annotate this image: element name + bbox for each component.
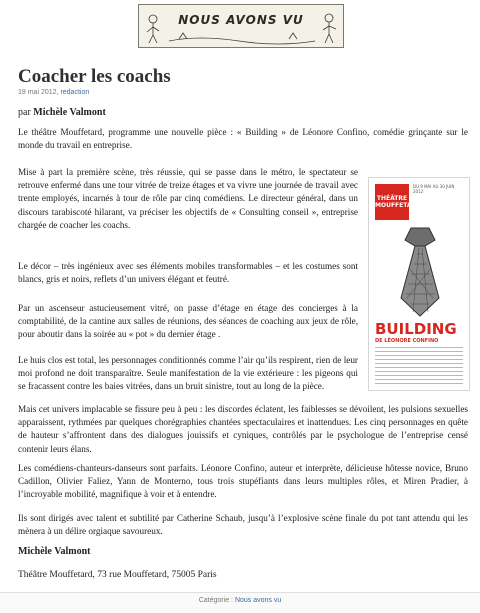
- poster-subtitle: DE LÉONORE CONFINO: [375, 338, 439, 344]
- paragraph-4: Par un ascenseur astucieusement vitré, on passe d’étage en étage des concierges à la comptabilité, de la cantine aux salles de réunions, des séances de coaching aux jeux de rôle, pour aboutir dans la soirée au « pot » du dernier étage .: [18, 303, 358, 340]
- article-date: 19 mai 2012,: [18, 89, 59, 96]
- banner-title: NOUS AVONS VU: [178, 13, 304, 27]
- site-banner[interactable]: [138, 4, 344, 48]
- paragraph-8: Ils sont dirigés avec talent et subtilité par Catherine Schaub, jusqu’à l’explosive scène finale du pot tant attendu qui les mènera à un délire orgiaque savoureux.: [18, 513, 468, 537]
- poster-image: [368, 177, 470, 391]
- poster-theatre-logo: THÉÂTRE MOUFFETARD: [375, 184, 409, 220]
- byline-author: Michèle Valmont: [33, 107, 106, 118]
- poster-title: BUILDING: [375, 320, 457, 338]
- paragraph-2: Mise à part la première scène, très réussie, qui se passe dans le métro, le spectateur se retrouve enfermé dans une tour vitrée de treize étages et va vivre une journée de travail avec trente employés, incarnés à tour de rôle par cinq comédiens. Le directeur général, dans un discours tarabiscoté hilarant, va préciser les objectifs de « Consulting conseil », entreprise chargée de coacher les coachs.: [18, 167, 358, 230]
- paragraph-5: Le huis clos est total, les personnages conditionnés comme l’air qu’ils respirent, rien de leur moi profond ne doit transparaître. Seule manifestation de la vie extérieure : les pigeons qui se fracassent contre les baies vitrées, dans un bruit sinistre, tout au long de la pièce.: [18, 355, 358, 392]
- paragraph-3: Le décor – très ingénieux avec ses éléments mobiles transformables – et les costumes sont blancs, gris et noirs, reflets d’un univers élégant et feutré.: [18, 261, 358, 285]
- article-title[interactable]: Coacher les coachs: [18, 66, 171, 87]
- byline: [18, 107, 106, 118]
- paragraph-6: Mais cet univers implacable se fissure peu à peu : les discordes éclatent, les faiblesses se dévoilent, les pulsions sexuelles apparaissent, rythmées par quelques chorégraphies chantées spectaculaires et inattendues. Les cinq personnages en quête de hauteur s’affrontent dans des dialogues jouissifs et cyniques, contrôlés par le psychologue de l’entreprise censé contenir leurs élans.: [18, 404, 468, 454]
- post-footer: [0, 592, 480, 613]
- signature-name: Michèle Valmont: [18, 546, 91, 557]
- paragraph-1: Le théâtre Mouffetard, programme une nouvelle pièce : « Building » de Léonore Confino, comédie grinçante sur le monde du travail en entreprise.: [18, 127, 468, 151]
- footer-category-label: Catégorie :: [198, 597, 233, 604]
- signature: [18, 546, 91, 557]
- venue-address: Théâtre Mouffetard, 73 rue Mouffetard, 75005 Paris: [18, 570, 217, 580]
- poster-credits: [375, 347, 463, 385]
- poster-tie-sculpture: [389, 224, 451, 318]
- footer-category-link[interactable]: Nous avons vu: [234, 597, 282, 604]
- paragraph-7: Les comédiens-chanteurs-danseurs sont parfaits. Léonore Confino, auteur et interprète, délicieuse hôtesse novice, Bruno Cadillon, Olivier Faliez, Yann de Monterno, tous trois stupéfiants dans leurs multiples rôles, et Miren Pradier, à l’incroyable mobilité, magnifique à voir et à entendre.: [18, 463, 468, 500]
- article-meta: [18, 89, 89, 96]
- byline-prefix: par: [18, 107, 31, 118]
- footer-category: [0, 597, 480, 604]
- poster-dates: DU 9 MAI AU 30 JUIN 2012: [413, 184, 455, 194]
- article-category-link[interactable]: redaction: [60, 89, 90, 96]
